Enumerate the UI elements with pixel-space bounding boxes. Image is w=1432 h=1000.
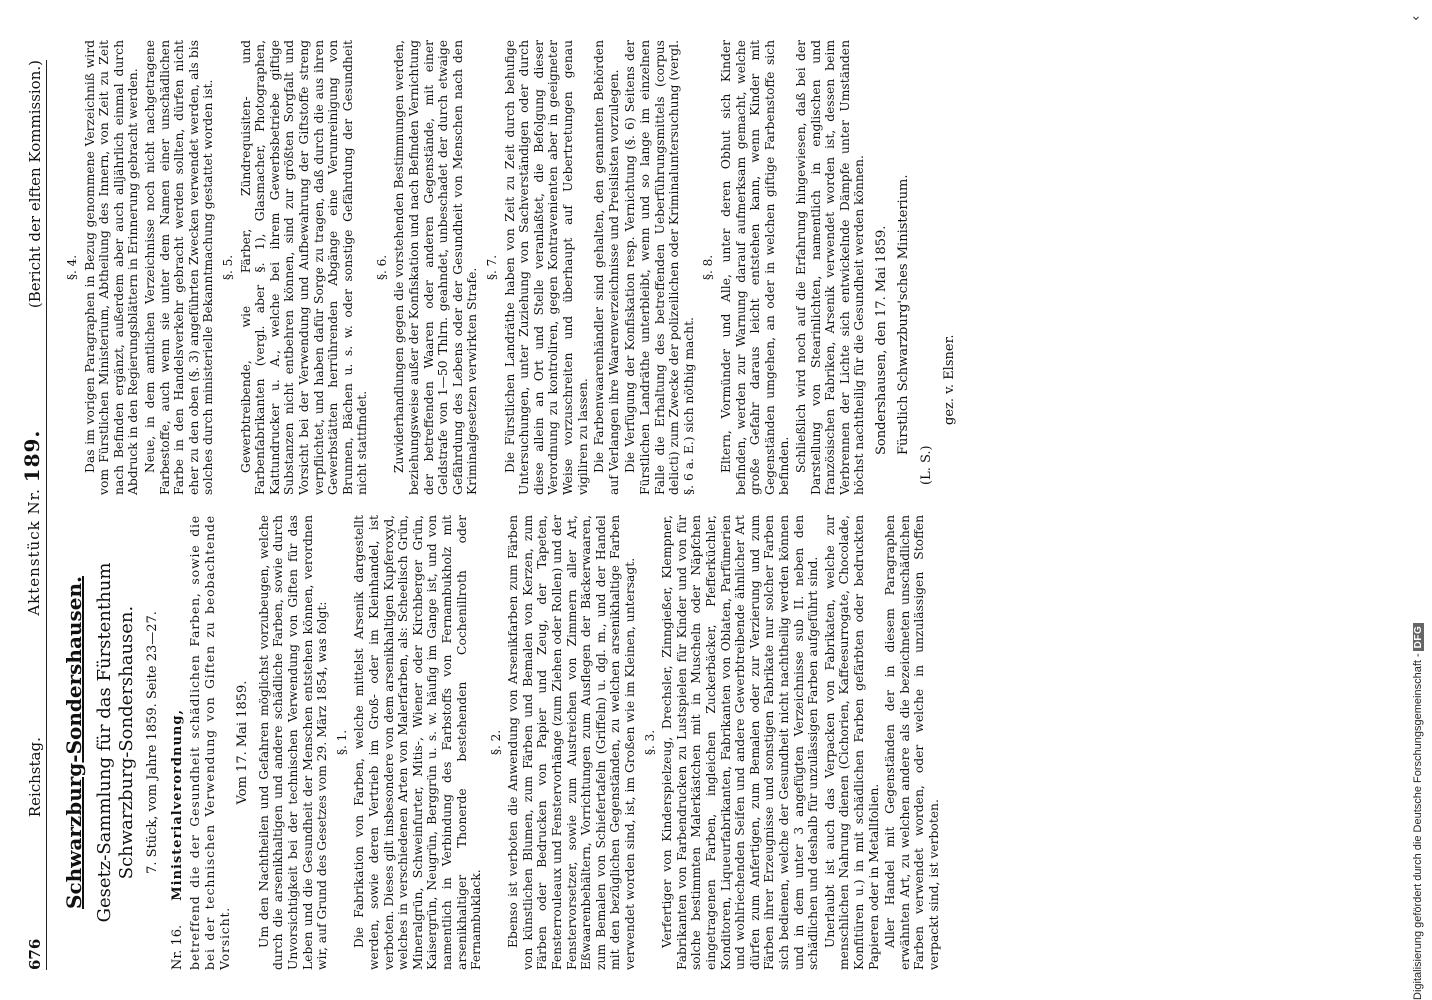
right-column — [60, 40, 961, 495]
section-label-7: §. 7. — [485, 254, 500, 281]
section-3-text-b: Unerlaubt ist auch das Verpacken von Fabrikaten, welche zur menschlichen Nahrung dienen (Cichorien, Kaffeesurrogate, Chocolade, Konfitüren u.) in mit schädlichen Farben gefärbten oder bedruckten Papieren oder in Metallfolien. — [822, 515, 881, 970]
ministry-signature: Fürstlich Schwarzburg'sches Ministerium. — [896, 174, 912, 455]
ordinance-subject: betreffend die der Gesundheit schädlichen Farben, sowie die bei der technischen Verwendung von Giften zu beobachtende Vorsicht. — [187, 515, 233, 970]
place-date: Sondershausen, den 17. Mai 1859. — [873, 225, 889, 455]
page-number: 676 — [26, 938, 44, 970]
section-4-text: Das im vorigen Paragraphen in Bezug genommene Verzeichniß wird vom Fürstlichen Ministerium, Abtheilung des Innern, von Zeit zu Zeit nach Befinden ergänzt, außerdem aber auch alljährlich einmal durch Abdruck in den Regierungsblättern in Erinnerung gebracht werden. — [82, 40, 141, 495]
digitization-credit — [1412, 0, 1424, 1000]
section-3-text: Verfertiger von Kinderspielzeug, Drechsler, Zinngießer, Klempner, Fabrikanten von Farbendrucken zu Lustspielen für Kinder und von für solche bestimmten Malerkästchen mit in Muscheln oder Näpfchen eingetragenen Farben, ingleichen Zuckerbäcker, Pfefferküchler, Konditoren, Liqueurfabrikanten, Fabrikanten von Oblaten, Parfümerien und wohlriechenden Seifen und andere Gewerbtreibende ähnlicher Art dürfen zum Anfertigen, zum Bemalen oder zur Verzierung und zum Färben ihrer Erzeugnisse und sonstigen Fabrikate nur solcher Farben sich bedienen, welche der Gesundheit nicht nachtheilig werden können und in dem unter 3 angefügten Verzeichnisse sub II. neben den schädlichen und deshalb für unzulässigen Farben aufgeführt sind. — [660, 515, 821, 970]
section-7-text: Die Fürstlichen Landräthe haben von Zeit zu Zeit durch behufige Untersuchungen, unter Zuziehung von Sachverständigen oder durch diese allein an Ort und Stelle veranlaßtet, die Befolgung dieser Verordnung zu kontroliren, gegen Kontravenienten aber in geeigneter Weise vorzuschreiten und überhaupt auf Uebertretungen genau vigiliren zu lassen. — [502, 40, 590, 495]
signer-name: gez. v. Elsner. — [941, 334, 957, 425]
left-column — [58, 515, 944, 970]
section-label-4: §. 4. — [65, 254, 79, 281]
section-7-text-b: Die Farbenwaarenhändler sind gehalten, den genannten Behörden auf Verlangen ihre Waarenverzeichnisse und Preislisten vorzulegen. — [592, 40, 621, 495]
ordinance-date: Vom 17. Mai 1859. — [235, 680, 251, 805]
section-label-6: §. 6. — [374, 254, 389, 281]
section-3-text-c: Aller Handel mit Gegenständen der in diesem Paragraphen erwähnten Art, zu welchen andere als die bezeichneten unschädlichen Farben verwendet worden, oder welche in unzulässigen Stoffen verpackt sind, ist verboten. — [883, 515, 941, 970]
header-center — [20, 430, 44, 616]
section-1-text: Die Fabrikation von Farben, welche mittelst Arsenik dargestellt werden, sowie deren Vertrieb im Groß- oder im Kleinhandel, ist verboten. Dieses gilt insbesondere von dem arsenikhaltigen Kupferoxyd, welches in verschiedenen Arten von Malerfarben, als: Scheelisch Grün, Mineralgrün, Schweinfurter, Mitis-, Wiener oder Kirchberger Grün, Kaisergrün, Neugrün, Berggrün u. s. w. häufig im Gange ist, und von namentlich in Verbindung des Farbstoffs von Fernambukholz mit arsenikhaltiger Thonerde bestehenden Cochenillroth oder Fernambuklack. — [352, 515, 484, 970]
section-label-5: §. 5. — [220, 254, 235, 281]
issue-line: 7. Stück, vom Jahre 1859. Seite 23—27. — [145, 611, 160, 874]
ordinance-type: Ministerialverordnung, — [169, 709, 185, 901]
chevron-down-icon[interactable]: ⌄ — [1410, 8, 1422, 24]
seal-mark: (L. S.) — [919, 445, 935, 485]
section-6-text: Zuwiderhandlungen gegen die vorstehenden Bestimmungen werden, beziehungsweise außer der Konfiskation und nach Befinden Vernichtung der betreffenden Waaren oder anderen Gegenstände, mit einer Geldstrafe von 1—50 Thlrn. geahndet, unbeschadet der durch etwaige Gefährdung des Lebens oder der Gesundheit von Menschen nach den Kriminalgesetzen verwirkten Strafe. — [392, 40, 480, 495]
section-label-8: §. 8. — [701, 254, 716, 281]
dfg-logo: DFG — [1413, 623, 1424, 652]
header-right: (Bericht der elften Kommission.) — [26, 60, 44, 309]
doc-subtitle: Gesetz-Sammlung für das Fürstenthum Schwarzburg-Sondershausen. — [94, 562, 137, 923]
header-left: Reichstag. — [26, 737, 44, 818]
section-8-text: Eltern, Vormünder und Alle, unter deren Obhut sich Kinder befinden, werden zur Warnung darauf aufmerksam gemacht, welche große Gefahr daraus leicht entstehen kann, wenn Kinder mit Gegenständen umgehen, an oder in welchen giftige Farbenstoffe sich befinden. — [718, 40, 792, 495]
section-5-text: Gewerbtreibende, wie Färber, Zündrequisiten- und Farbenfabrikanten (vergl. aber §. 1), Glasmacher, Photographen, Kattundrucker u. A., welche bei ihrem Gewerbsbetriebe giftige Substanzen nicht entbehren können, sind zur größten Sorgfalt und Vorsicht bei der Verwendung und Aufbewahrung der Giftstoffe streng verpflichtet, und haben dafür Sorge zu tragen, daß durch die aus ihren Gewerbstätten herrührenden Abgänge eine Verunreinigung von Brunnen, Bächen u. s. w. oder sonstige Gefährdung der Gesundheit nicht stattfindet. — [238, 40, 370, 495]
section-8-text-b: Schließlich wird noch auf die Erfahrung hingewiesen, daß bei der Darstellung von Stearinlichten, namentlich in englischen und französischen Fabriken, Arsenik verwendet worden ist, dessen beim Verbrennen der Lichte sich entwickelnde Dämpfe unter Umständen höchst nachtheilig für die Gesundheit werden können. — [793, 40, 867, 495]
ordinance-number: Nr. 16. — [169, 924, 185, 970]
section-7-text-c: Die Verfügung der Konfiskation resp. Vernichtung (§. 6) Seitens der Fürstlichen Landräthe unterbleibt, wenn und so lange im einzelnen Falle die Erhaltung des betreffenden Ueberführungsmittels (corpus delicti) zum Zwecke der polizeilichen oder Kriminaluntersuchung (vergl. §. 6 a. E.) sich nöthig macht. — [623, 40, 696, 495]
ordinance-number-line — [171, 515, 186, 970]
credit-text: Digitalisierung gefördert durch die Deutsche Forschungsgemeinschaft - — [1412, 653, 1424, 1000]
section-4-text-b: Neue, in dem amtlichen Verzeichnisse noch nicht nachgetragene Farbestoffe, auch wenn sie unter dem Namen einer unschädlichen Farbe in den Handelsverkehr gebracht werden sollten, dürfen nicht eher zu den oben (§. 3) angeführten Zwecken verwendet werden, als bis solches durch ministerielle Bekanntmachung gestattet worden ist. — [142, 40, 216, 495]
header-center-number: 189. — [20, 429, 44, 483]
doc-title: Schwarzburg-Sondershausen. — [62, 576, 86, 909]
header-center-prefix: Aktenstück Nr. — [25, 488, 43, 616]
section-label-1: §. 1. — [334, 729, 349, 756]
intro-paragraph: Um den Nachtheilen und Gefahren möglichst vorzubeugen, welche durch die arsenikhaltigen und andere schädliche Farben, sowie durch Unvorsichtigkeit bei der technischen Verwendung von Giften für das Leben und die Gesundheit der Menschen entstehen können, verordnen wir, auf Grund des Gesetzes vom 29. März 1854, was folgt: — [256, 515, 330, 970]
page-header — [14, 60, 47, 970]
section-label-3: §. 3. — [642, 729, 657, 756]
section-2-text: Ebenso ist verboten die Anwendung von Arsenikfarben zum Färben von künstlichen Blumen, zum Färben und Bemalen von Kerzen, zum Färben oder Bedrucken von Papier und Zeug, der Tapeten, Fensterrouleaux und Fenstervorhänge (zum Ziehen oder Rollen) und der Fenstervorsetzer, sowie zum Austreichen von Zimmern aller Art, Eßwaarenbehältern, Vorrichtungen zum Ausflegen der Bäckerwaaren, zum Bemalen von Schiefertafeln (Griffeln) u. dgl. m., und der Handel mit den bezüglichen Gegenständen, zu welchen arsenikhaltige Farben verwendet worden sind, ist, im Großen wie im Kleinen, untersagt. — [506, 515, 638, 970]
section-label-2: §. 2. — [488, 729, 503, 756]
